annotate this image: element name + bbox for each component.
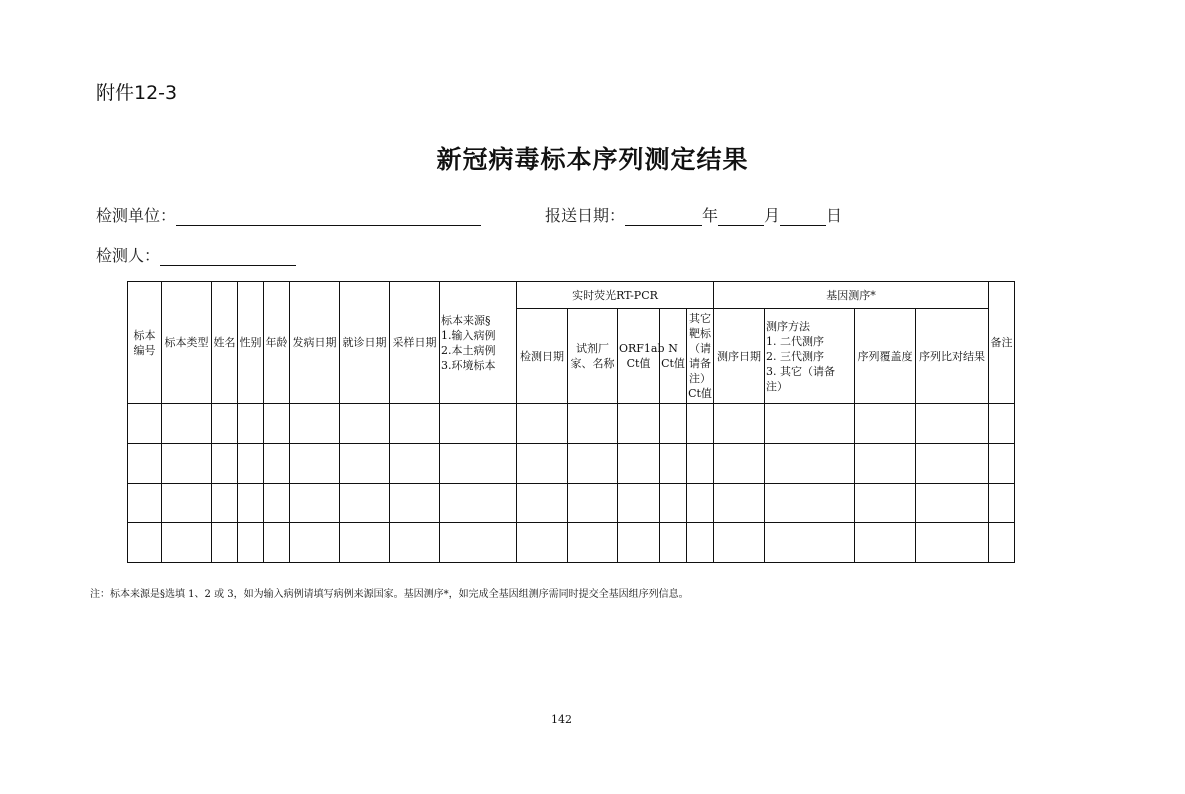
- header-sex: 性别: [238, 282, 264, 404]
- table-cell[interactable]: [855, 523, 916, 563]
- table-cell[interactable]: [687, 443, 714, 483]
- table-cell[interactable]: [340, 443, 390, 483]
- header-alignment-result: 序列比对结果: [916, 309, 989, 404]
- table-row: [128, 404, 1015, 444]
- table-cell[interactable]: [238, 404, 264, 444]
- table-row: [128, 483, 1015, 523]
- person-field: [96, 243, 296, 266]
- table-cell[interactable]: [660, 443, 687, 483]
- table-cell[interactable]: [618, 523, 660, 563]
- year-label: 年: [702, 206, 719, 225]
- table-cell[interactable]: [855, 483, 916, 523]
- header-coverage: 序列覆盖度: [855, 309, 916, 404]
- result-table: [127, 281, 1015, 563]
- month-label: 月: [764, 206, 781, 225]
- header-sequencing-method: 测序方法 1. 二代测序 2. 三代测序 3. 其它（请备 注）: [765, 309, 855, 404]
- header-n-ct: N Ct值: [660, 309, 687, 404]
- table-cell[interactable]: [264, 483, 290, 523]
- table-cell[interactable]: [517, 443, 568, 483]
- header-remark: 备注: [989, 282, 1015, 404]
- table-cell[interactable]: [916, 523, 989, 563]
- table-cell[interactable]: [989, 404, 1015, 444]
- header-visit-date: 就诊日期: [340, 282, 390, 404]
- table-cell[interactable]: [765, 483, 855, 523]
- table-cell[interactable]: [660, 523, 687, 563]
- header-sample-type: 标本类型: [162, 282, 212, 404]
- table-cell[interactable]: [618, 404, 660, 444]
- table-cell[interactable]: [290, 523, 340, 563]
- person-input-line[interactable]: [160, 247, 296, 266]
- table-cell[interactable]: [264, 523, 290, 563]
- table-cell[interactable]: [340, 523, 390, 563]
- table-cell[interactable]: [517, 404, 568, 444]
- table-cell[interactable]: [440, 404, 517, 444]
- table-cell[interactable]: [989, 483, 1015, 523]
- table-cell[interactable]: [440, 523, 517, 563]
- header-onset-date: 发病日期: [290, 282, 340, 404]
- date-field: [545, 203, 842, 226]
- header-test-date: 检测日期: [517, 309, 568, 404]
- table-cell[interactable]: [855, 443, 916, 483]
- table-cell[interactable]: [162, 404, 212, 444]
- table-cell[interactable]: [390, 404, 440, 444]
- table-cell[interactable]: [128, 523, 162, 563]
- table-cell[interactable]: [687, 523, 714, 563]
- table-cell[interactable]: [128, 443, 162, 483]
- header-name: 姓名: [212, 282, 238, 404]
- table-cell[interactable]: [264, 443, 290, 483]
- table-cell[interactable]: [765, 523, 855, 563]
- table-row: [128, 443, 1015, 483]
- table-cell[interactable]: [687, 483, 714, 523]
- table-cell[interactable]: [238, 483, 264, 523]
- year-input-line[interactable]: [625, 207, 702, 226]
- header-other-target-ct: 其它 靶标 （请 请备 注） Ct值: [687, 309, 714, 404]
- table-cell[interactable]: [290, 443, 340, 483]
- header-sequencing-date: 测序日期: [714, 309, 765, 404]
- table-cell[interactable]: [212, 523, 238, 563]
- table-cell[interactable]: [162, 443, 212, 483]
- table-cell[interactable]: [212, 483, 238, 523]
- table-cell[interactable]: [989, 443, 1015, 483]
- table-cell[interactable]: [238, 523, 264, 563]
- table-body: [128, 404, 1015, 563]
- unit-label: 检测单位：: [96, 206, 177, 225]
- table-cell[interactable]: [714, 483, 765, 523]
- table-cell[interactable]: [568, 404, 618, 444]
- table-cell[interactable]: [568, 443, 618, 483]
- unit-field: [96, 203, 481, 226]
- table-cell[interactable]: [714, 404, 765, 444]
- header-age: 年龄: [264, 282, 290, 404]
- table-cell[interactable]: [568, 483, 618, 523]
- header-orf1ab-ct: ORF1ab Ct值: [618, 309, 660, 404]
- header-group-sequencing: 基因测序*: [714, 282, 989, 309]
- table-cell[interactable]: [714, 443, 765, 483]
- table-cell[interactable]: [212, 404, 238, 444]
- header-sampling-date: 采样日期: [390, 282, 440, 404]
- day-input-line[interactable]: [780, 207, 826, 226]
- footnote: 注：标本来源是§选填 1、2 或 3，如为输入病例请填写病例来源国家。基因测序*，如完成全基因组测序需同时提交全基因组序列信息。: [90, 589, 689, 600]
- table-cell[interactable]: [340, 483, 390, 523]
- table-cell[interactable]: [212, 443, 238, 483]
- attachment-label: 附件12-3: [96, 82, 178, 104]
- table-cell[interactable]: [618, 483, 660, 523]
- day-label: 日: [826, 206, 843, 225]
- table-cell[interactable]: [162, 483, 212, 523]
- table-cell[interactable]: [290, 483, 340, 523]
- table-cell[interactable]: [916, 483, 989, 523]
- table-cell[interactable]: [517, 483, 568, 523]
- person-label: 检测人：: [96, 246, 161, 265]
- table-cell[interactable]: [989, 523, 1015, 563]
- table-cell[interactable]: [440, 443, 517, 483]
- unit-input-line[interactable]: [176, 207, 481, 226]
- page-number: 142: [551, 713, 572, 726]
- table-cell[interactable]: [765, 443, 855, 483]
- table-cell[interactable]: [660, 483, 687, 523]
- header-sample-id: 标本 编号: [128, 282, 162, 404]
- table-cell[interactable]: [238, 443, 264, 483]
- table-cell[interactable]: [390, 443, 440, 483]
- table-cell[interactable]: [916, 404, 989, 444]
- table-cell[interactable]: [264, 404, 290, 444]
- table-cell[interactable]: [440, 483, 517, 523]
- table-row: [128, 523, 1015, 563]
- table-cell[interactable]: [714, 523, 765, 563]
- table-cell[interactable]: [162, 523, 212, 563]
- table-cell[interactable]: [128, 483, 162, 523]
- page-title: 新冠病毒标本序列测定结果: [436, 145, 749, 174]
- header-reagent: 试剂厂 家、名称: [568, 309, 618, 404]
- table-cell[interactable]: [340, 404, 390, 444]
- table-cell[interactable]: [290, 404, 340, 444]
- table-cell[interactable]: [855, 404, 916, 444]
- table-cell[interactable]: [687, 404, 714, 444]
- table-cell[interactable]: [128, 404, 162, 444]
- header-sample-source: 标本来源§ 1.输入病例 2.本土病例 3.环境标本: [440, 282, 517, 404]
- table-cell[interactable]: [517, 523, 568, 563]
- month-input-line[interactable]: [718, 207, 764, 226]
- table-cell[interactable]: [390, 523, 440, 563]
- table-cell[interactable]: [390, 483, 440, 523]
- table-cell[interactable]: [765, 404, 855, 444]
- header-group-pcr: 实时荧光RT-PCR: [517, 282, 714, 309]
- table-cell[interactable]: [618, 443, 660, 483]
- table-cell[interactable]: [916, 443, 989, 483]
- table-cell[interactable]: [660, 404, 687, 444]
- date-label: 报送日期：: [545, 206, 626, 225]
- table-cell[interactable]: [568, 523, 618, 563]
